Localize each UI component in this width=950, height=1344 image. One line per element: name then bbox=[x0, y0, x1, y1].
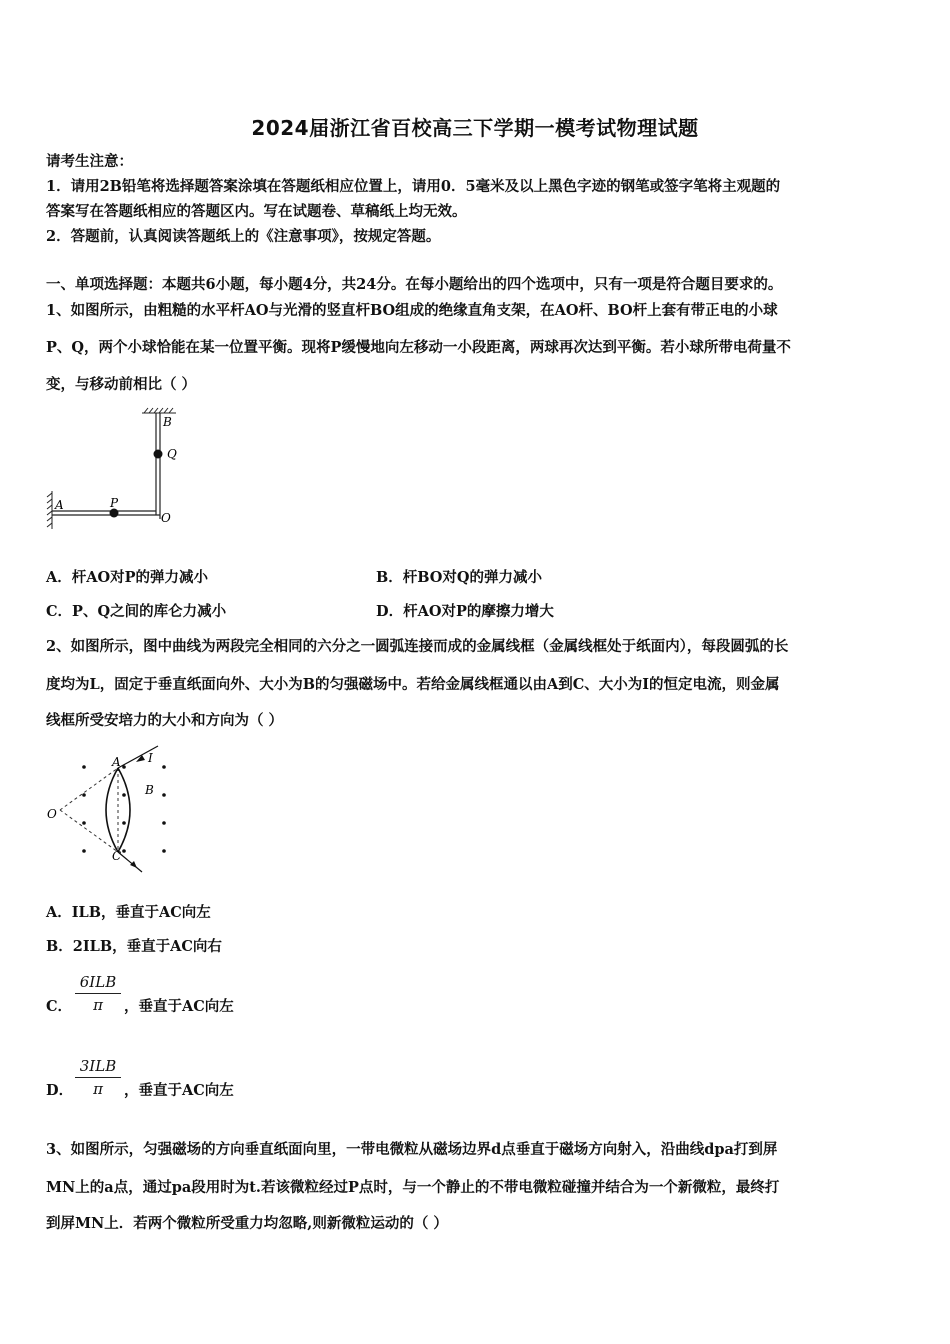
q1-stem-line2: P、Q，两个小球恰能在某一位置平衡。现将P缓慢地向左移动一小段距离，两球再次达到平衡。若小球所带电荷量不 bbox=[46, 339, 791, 356]
q2-option-c-fraction bbox=[75, 973, 121, 1014]
notice-item-1b: 答案写在答题纸相应的答题区内。写在试题卷、草稿纸上均无效。 bbox=[46, 203, 467, 220]
q1-stem-line1: 1、如图所示，由粗糙的水平杆AO与光滑的竖直杆BO组成的绝缘直角支架，在AO杆、BO杆上套有带正电的小球 bbox=[46, 302, 778, 319]
q1-ball-q bbox=[154, 450, 163, 459]
q2-figure bbox=[44, 740, 184, 875]
q1-option-b[interactable]: B．杆BO对Q的弹力减小 bbox=[376, 569, 543, 586]
q1-option-a[interactable]: A．杆AO对P的弹力减小 bbox=[46, 569, 209, 586]
q2-label-a: A bbox=[112, 755, 121, 769]
q1-label-o: O bbox=[161, 511, 171, 525]
q1-label-q: Q bbox=[167, 447, 177, 461]
q1-ceiling-hatch bbox=[142, 408, 176, 413]
q2-option-d-label[interactable]: D． bbox=[46, 1082, 74, 1099]
q2-arc-left bbox=[106, 768, 118, 852]
q2-label-b: B bbox=[145, 783, 154, 797]
q1-label-a: A bbox=[55, 498, 64, 512]
q2-option-c-numerator: 6ILB bbox=[75, 973, 121, 994]
q2-stem-line3: 线框所受安培力的大小和方向为（ ） bbox=[46, 712, 284, 729]
q2-option-c-text[interactable]: ，垂直于AC向左 bbox=[124, 998, 234, 1015]
q2-option-c-denominator: π bbox=[93, 996, 103, 1014]
q2-label-c: C bbox=[112, 849, 122, 863]
q2-label-i: I bbox=[148, 751, 153, 765]
q2-stem-line1: 2、如图所示，图中曲线为两段完全相同的六分之一圆弧连接而成的金属线框（金属线框处于纸面内），每段圆弧的长 bbox=[46, 638, 789, 655]
q1-figure bbox=[44, 405, 194, 530]
q1-label-b: B bbox=[163, 415, 172, 429]
q2-label-o: O bbox=[47, 807, 57, 821]
q3-stem-line2: MN上的a点，通过pa段用时为t.若该微粒经过P点时，与一个静止的不带电微粒碰撞并结合为一个新微粒，最终打 bbox=[46, 1179, 780, 1196]
q2-option-b[interactable]: B．2ILB，垂直于AC向右 bbox=[46, 938, 222, 955]
q2-arc-right bbox=[118, 768, 130, 852]
q2-option-d-text[interactable]: ，垂直于AC向左 bbox=[124, 1082, 234, 1099]
q2-lead-out bbox=[118, 852, 142, 872]
q2-option-d-denominator: π bbox=[93, 1080, 103, 1098]
q1-option-d[interactable]: D．杆AO对P的摩擦力增大 bbox=[376, 603, 554, 620]
notice-item-1a: 1．请用2B铅笔将选择题答案涂填在答题纸相应位置上，请用0．5毫米及以上黑色字迹的钢笔或签字笔将主观题的 bbox=[46, 178, 781, 195]
notice-heading: 请考生注意： bbox=[46, 153, 133, 170]
q2-option-c-label[interactable]: C． bbox=[46, 998, 73, 1015]
section-heading: 一、单项选择题：本题共6小题，每小题4分，共24分。在每小题给出的四个选项中，只有一项是符合题目要求的。 bbox=[46, 276, 783, 293]
q2-arrow-out-icon bbox=[130, 861, 137, 868]
q2-option-d-fraction bbox=[75, 1057, 121, 1098]
q1-wall-hatch bbox=[47, 491, 52, 529]
q1-label-p: P bbox=[110, 496, 119, 510]
q2-option-a[interactable]: A．ILB，垂直于AC向左 bbox=[46, 904, 211, 921]
notice-item-2: 2．答题前，认真阅读答题纸上的《注意事项》，按规定答题。 bbox=[46, 228, 441, 245]
page-title: 2024届浙江省百校高三下学期一模考试物理试题 bbox=[251, 116, 699, 140]
q2-option-d-numerator: 3ILB bbox=[75, 1057, 121, 1078]
q1-stem-line3: 变，与移动前相比（ ） bbox=[46, 376, 197, 393]
q1-option-c[interactable]: C．P、Q之间的库仑力减小 bbox=[46, 603, 227, 620]
q3-stem-line3: 到屏MN上．若两个微粒所受重力均忽略,则新微粒运动的（ ） bbox=[46, 1215, 448, 1232]
q2-stem-line2: 度均为L，固定于垂直纸面向外、大小为B的匀强磁场中。若给金属线框通以由A到C、大小为I的恒定电流，则金属 bbox=[46, 676, 780, 693]
q3-stem-line1: 3、如图所示，匀强磁场的方向垂直纸面向里，一带电微粒从磁场边界d点垂直于磁场方向射入，沿曲线dpa打到屏 bbox=[46, 1141, 778, 1158]
